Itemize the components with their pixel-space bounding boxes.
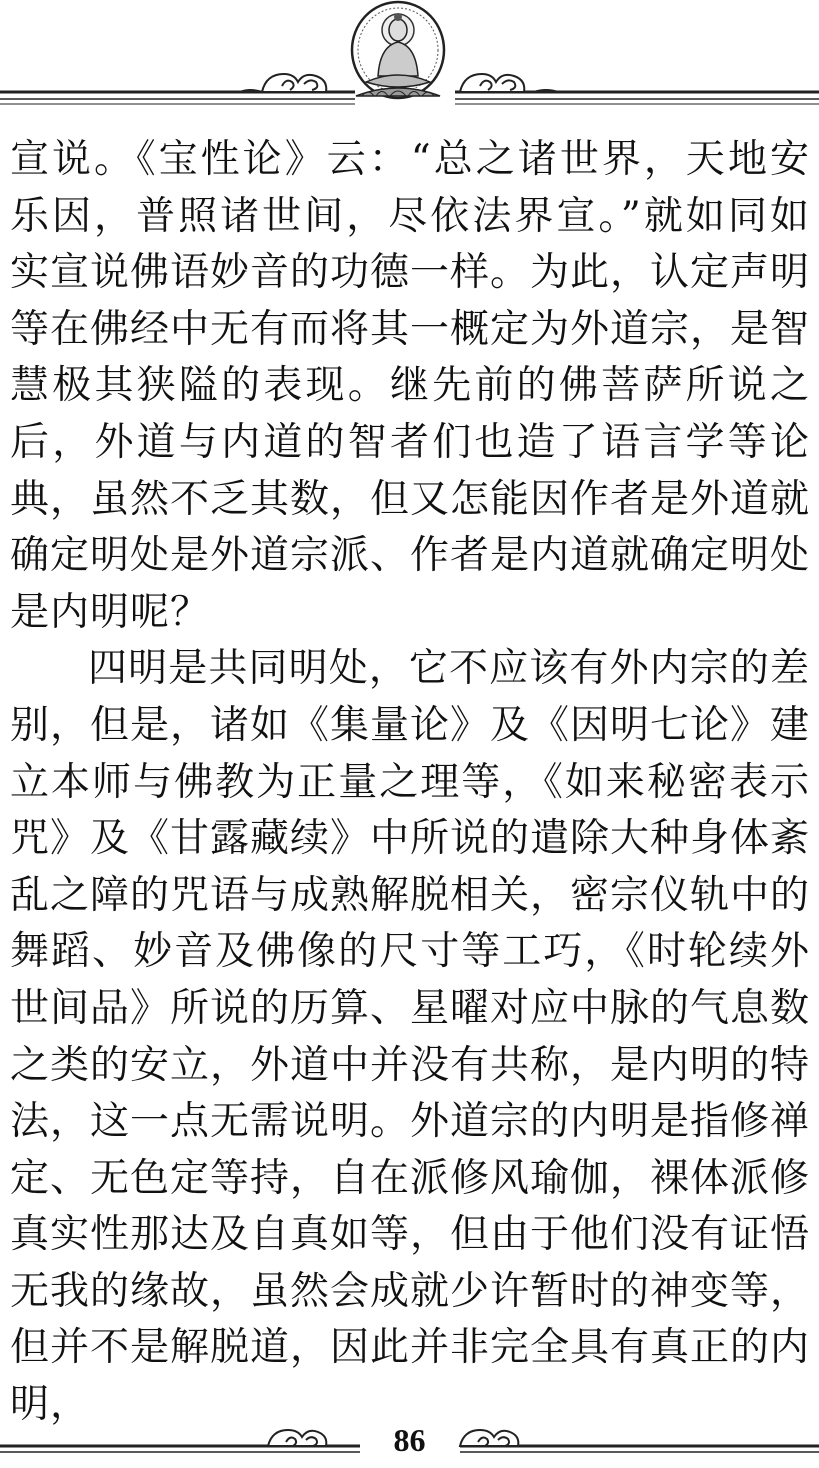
- page-header: [0, 0, 819, 120]
- cloud-scroll-icon: [460, 74, 558, 92]
- main-text: [10, 132, 810, 1434]
- page-number: 86: [393, 1422, 426, 1458]
- paragraph-1: 宣说。《宝性论》云：“总之诸世界，天地安乐因，普照诸世间，尽依法界宣。”就如同如实宣说佛语妙音的功德一样。为此，认定声明等在佛经中无有而将其一概定为外道宗，是智慧极其狭隘的表现。继先前的佛菩萨所说之后，外道与内道的智者们也造了语言学等论典，虽然不乏其数，但又怎能因作者是外道就确定明处是外道宗派、作者是内道就确定明处是内明呢？: [10, 137, 811, 635]
- header-ornament: [0, 0, 819, 120]
- cloud-scroll-icon: [240, 74, 326, 92]
- paragraph-2: 四明是共同明处，它不应该有外内宗的差别，但是，诸如《集量论》及《因明七论》建立本师与佛教为正量之理等，《如来秘密表示咒》及《甘露藏续》中所说的遣除大种身体紊乱之障的咒语与成熟解脱相关，密宗仪轨中的舞蹈、妙音及佛像的尺寸等工巧，《时轮续外世间品》所说的历算、星曜对应中脉的气息数之类的安立，外道中并没有共称，是内明的特法，这一点无需说明。外道宗的内明是指修禅定、无色定等持，自在派修风瑜伽，裸体派修真实性那达及自真如等，但由于他们没有证悟无我的缘故，虽然会成就少许暂时的神变等，但并不是解脱道，因此并非完全具有真正的内明，: [10, 646, 811, 1428]
- buddha-emblem-icon: [352, 2, 444, 98]
- page-footer: [0, 1412, 819, 1468]
